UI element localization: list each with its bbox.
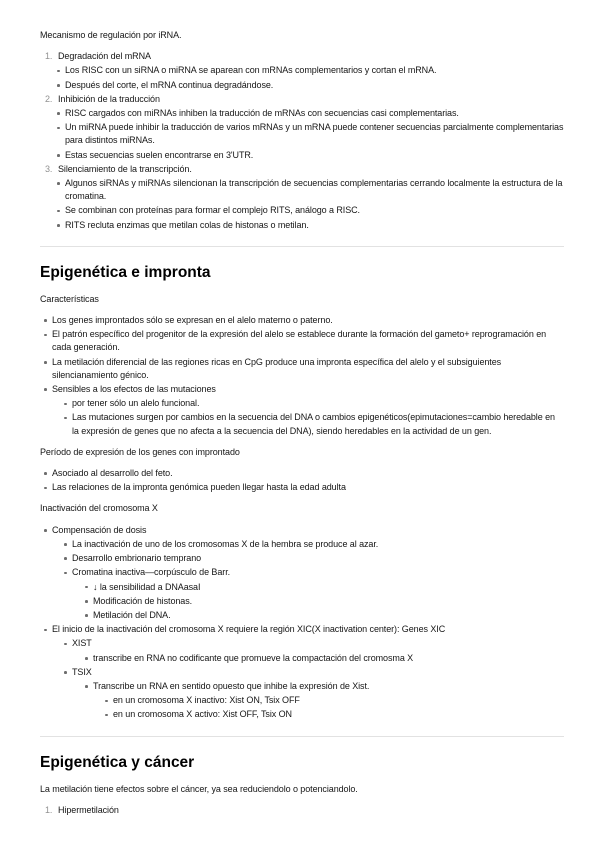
bullet-item: [40, 481, 564, 494]
section-heading-epigenetica-cancer: Epigenética y cáncer: [40, 753, 195, 771]
bullet-item: [40, 623, 564, 636]
paragraph: La metilación tiene efectos sobre el cáncer, ya sea reduciendolo o potenciandolo.: [40, 783, 358, 794]
bullet-item: [40, 177, 564, 203]
bullet-icon: [44, 319, 47, 322]
divider: [40, 246, 564, 247]
bullet-item: [40, 609, 564, 622]
item-text: Las mutaciones surgen por cambios en la secuencia del DNA o cambios epigenéticos(epimutaciones=cambio heredable en la expresión de genes que no afecta a la secuencia del DNA), siendo heredables en la actividad de un gen.: [72, 412, 555, 436]
item-text: Sensibles a los efectos de las mutaciones: [52, 384, 216, 395]
item-text: Desarrollo embrionario temprano: [72, 553, 202, 564]
bullet-item: [40, 219, 564, 232]
item-text: Modificación de histonas.: [93, 595, 193, 606]
paragraph: Inactivación del cromosoma X: [40, 503, 158, 514]
bullet-item: [40, 581, 564, 594]
bullet-icon: [105, 714, 108, 717]
bullet-item: [40, 552, 564, 565]
numbered-item: [40, 163, 564, 176]
bullet-icon: [57, 112, 60, 115]
item-text: Metilación del DNA.: [93, 609, 171, 620]
list-number: 2.: [45, 93, 53, 104]
bullet-icon: [57, 70, 60, 73]
bullet-item: [40, 467, 564, 480]
bullet-icon: [85, 685, 88, 688]
item-text: Algunos siRNAs y miRNAs silencionan la transcripción de secuencias complementarias cerrando localmente la estructura de la cromatina.: [65, 178, 563, 202]
bullet-icon: [44, 361, 47, 364]
bullet-icon: [85, 586, 88, 589]
bullet-item: [40, 314, 564, 327]
item-text: transcribe en RNA no codificante que promueve la compactación del cromosma X: [93, 652, 414, 663]
item-text: XIST: [72, 638, 92, 649]
list-number: 1.: [45, 51, 53, 62]
item-text: Se combinan con proteínas para formar el complejo RITS, análogo a RISC.: [65, 205, 360, 216]
bullet-item: [40, 64, 564, 77]
list-number: 3.: [45, 163, 53, 174]
bullet-icon: [44, 487, 47, 490]
bullet-icon: [105, 700, 108, 703]
bullet-item: [40, 79, 564, 92]
bullet-icon: [44, 472, 47, 475]
bullet-icon: [57, 182, 60, 185]
item-text: Un miRNA puede inhibir la traducción de varios mRNAs y un mRNA puede contener secuencias parcialmente complementarias para distintos miRNAs.: [65, 122, 564, 146]
item-text: Los genes improntados sólo se expresan en el alelo materno o paterno.: [52, 315, 333, 326]
item-text: Los RISC con un siRNA o miRNA se aparean con mRNAs complementarios y cortan el mRNA.: [65, 65, 437, 76]
intro-paragraph: Mecanismo de regulación por iRNA.: [40, 30, 182, 40]
item-text: Cromatina inactiva—corpúsculo de Barr.: [72, 567, 231, 578]
bullet-item: [40, 328, 564, 354]
item-text: Transcribe un RNA en sentido opuesto que inhibe la expresión de Xist.: [93, 680, 370, 691]
bullet-icon: [64, 572, 67, 575]
bullet-icon: [64, 417, 67, 420]
bullet-icon: [44, 388, 47, 391]
bullet-item: [40, 566, 564, 579]
bullet-icon: [44, 529, 47, 532]
bullet-item: [40, 595, 564, 608]
bullet-icon: [57, 154, 60, 157]
bullet-item: [40, 411, 564, 437]
item-text: Compensación de dosis: [52, 524, 147, 535]
bullet-item: [40, 107, 564, 120]
item-text: Inhibición de la traducción: [58, 93, 160, 104]
item-text: ↓ la sensibilidad a DNAasaI: [93, 581, 201, 592]
bullet-icon: [64, 557, 67, 560]
bullet-icon: [44, 629, 47, 632]
item-text: TSIX: [72, 666, 92, 677]
item-text: Después del corte, el mRNA continua degradándose.: [65, 79, 274, 90]
bullet-icon: [64, 543, 67, 546]
bullet-icon: [57, 210, 60, 213]
bullet-item: [40, 524, 564, 537]
item-text: Estas secuencias suelen encontrarse en 3'UTR.: [65, 149, 254, 160]
section-heading-epigenetica-impronta: Epigenética e impronta: [40, 263, 211, 281]
bullet-item: [40, 680, 564, 693]
item-text: Silenciamiento de la transcripción.: [58, 163, 192, 174]
item-text: RITS recluta enzimas que metilan colas de histonas o metilan.: [65, 219, 309, 230]
item-text: La metilación diferencial de las regiones ricas en CpG produce una impronta específica del alelo y el subsiguientes silencianamiento génico.: [52, 356, 502, 380]
item-text: El inicio de la inactivación del cromosoma X requiere la región XIC(X inactivation center): Genes XIC: [52, 624, 446, 635]
item-text: Hipermetilación: [58, 804, 119, 815]
bullet-item: [40, 204, 564, 217]
bullet-icon: [85, 614, 88, 617]
bullet-item: [40, 694, 564, 707]
numbered-item: [40, 804, 564, 817]
bullet-item: [40, 652, 564, 665]
numbered-item: [40, 93, 564, 106]
bullet-item: [40, 538, 564, 551]
list-number: 1.: [45, 804, 53, 815]
bullet-icon: [57, 127, 60, 130]
bullet-icon: [85, 600, 88, 603]
bullet-item: [40, 637, 564, 650]
bullet-item: [40, 149, 564, 162]
bullet-item: [40, 356, 564, 382]
bullet-icon: [85, 657, 88, 660]
bullet-icon: [64, 671, 67, 674]
bullet-item: [40, 666, 564, 679]
bullet-icon: [44, 334, 47, 337]
item-text: Degradación del mRNA: [58, 51, 151, 62]
bullet-icon: [57, 224, 60, 227]
bullet-item: [40, 397, 564, 410]
item-text: Asociado al desarrollo del feto.: [52, 468, 173, 479]
bullet-icon: [64, 403, 67, 406]
numbered-item: [40, 50, 564, 63]
bullet-icon: [64, 643, 67, 646]
bullet-item: [40, 708, 564, 721]
bullet-item: [40, 121, 564, 147]
divider: [40, 736, 564, 737]
item-text: El patrón específico del progenitor de la expresión del alelo se establece durante la formación del gameto+ reprogramación en cada generación.: [52, 329, 547, 353]
paragraph: Período de expresión de los genes con improntado: [40, 446, 240, 457]
item-text: La inactivación de uno de los cromosomas X de la hembra se produce al azar.: [72, 538, 379, 549]
item-text: por tener sólo un alelo funcional.: [72, 398, 200, 409]
paragraph: Características: [40, 293, 99, 304]
item-text: en un cromosoma X activo: Xist OFF, Tsix ON: [113, 709, 292, 720]
item-text: en un cromosoma X inactivo: Xist ON, Tsix OFF: [113, 695, 300, 706]
item-text: RISC cargados con miRNAs inhiben la traducción de mRNAs con secuencias casi complementarias.: [65, 108, 459, 119]
bullet-item: [40, 383, 564, 396]
item-text: Las relaciones de la impronta genómica pueden llegar hasta la edad adulta: [52, 482, 346, 493]
bullet-icon: [57, 84, 60, 87]
